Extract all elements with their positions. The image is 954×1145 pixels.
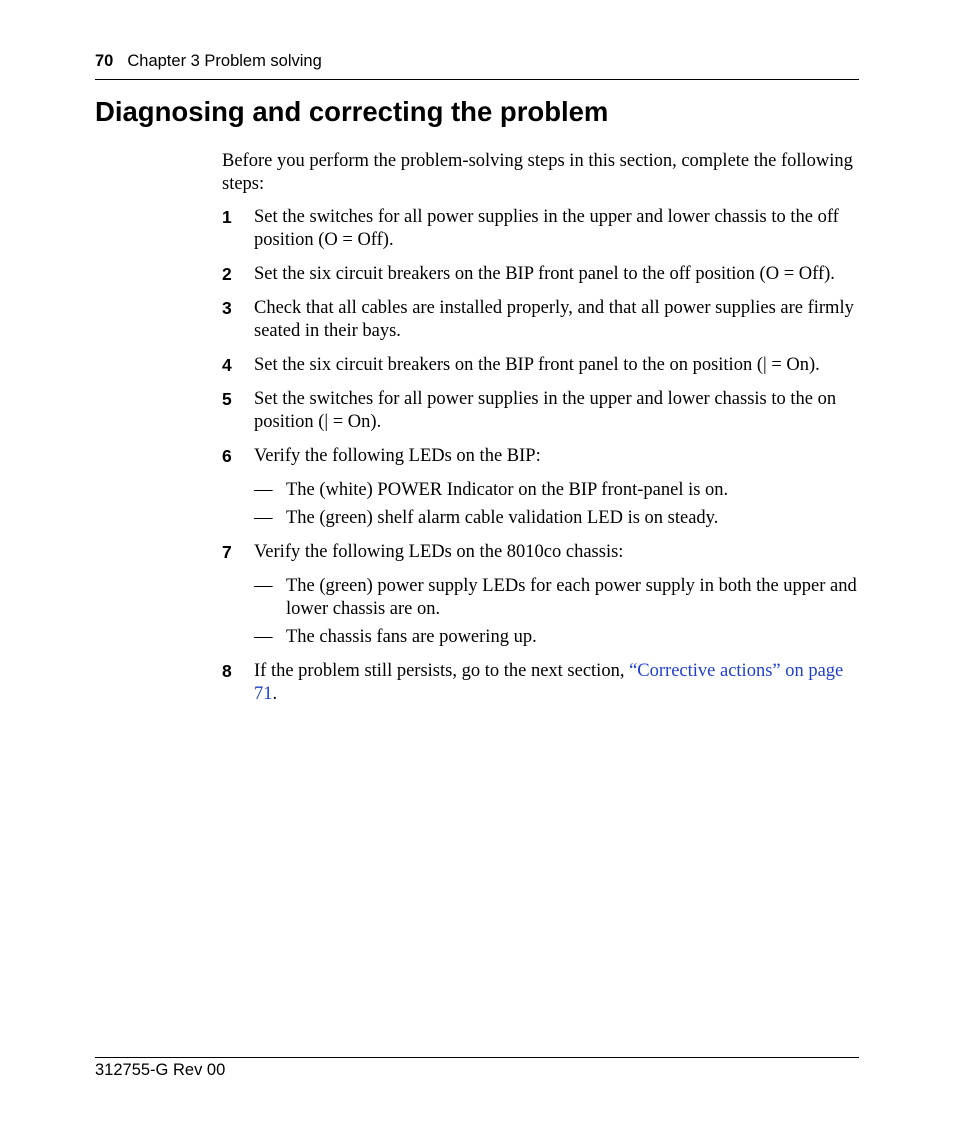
list-item xyxy=(254,479,862,502)
em-dash-bullet: — xyxy=(254,480,273,500)
step-text: Verify the following LEDs on the BIP: xyxy=(254,446,541,466)
list-item-text: The (white) POWER Indicator on the BIP front-panel is on. xyxy=(286,480,729,500)
header-rule xyxy=(95,79,859,80)
step-text: Set the switches for all power supplies in the upper and lower chassis to the off position (O = Off). xyxy=(254,207,839,250)
led-checklist xyxy=(254,479,862,530)
section-body xyxy=(222,150,862,717)
em-dash-bullet: — xyxy=(254,576,273,596)
step-text-tail: . xyxy=(272,684,278,704)
step-text: Verify the following LEDs on the 8010co chassis: xyxy=(254,542,624,562)
list-item xyxy=(254,626,862,649)
step-text: Set the six circuit breakers on the BIP front panel to the off position (O = Off). xyxy=(254,264,835,284)
step-number: 1 xyxy=(222,207,232,227)
corrective-actions-link[interactable]: “Corrective actions” on page 71 xyxy=(254,661,844,704)
running-header xyxy=(95,50,859,72)
step-item xyxy=(222,541,862,649)
step-text: Set the six circuit breakers on the BIP front panel to the on position (| = On). xyxy=(254,355,820,375)
step-item xyxy=(222,660,862,706)
chapter-title: Chapter 3 Problem solving xyxy=(127,52,322,70)
list-item xyxy=(254,507,862,530)
step-item xyxy=(222,297,862,343)
list-item-text: The (green) power supply LEDs for each power supply in both the upper and lower chassis are on. xyxy=(286,576,857,619)
step-number: 3 xyxy=(222,298,232,318)
step-number: 8 xyxy=(222,661,232,681)
step-number: 6 xyxy=(222,446,232,466)
step-item xyxy=(222,354,862,377)
list-item-text: The chassis fans are powering up. xyxy=(286,627,537,647)
step-text xyxy=(254,660,862,706)
section-title: Diagnosing and correcting the problem xyxy=(95,96,609,127)
led-checklist xyxy=(254,575,862,649)
page-number: 70 xyxy=(95,52,114,70)
em-dash-bullet: — xyxy=(254,508,273,528)
step-item xyxy=(222,263,862,286)
step-text-lead: If the problem still persists, go to the next section, xyxy=(254,661,630,681)
step-item xyxy=(222,445,862,530)
step-number: 2 xyxy=(222,264,232,284)
step-item xyxy=(222,206,862,252)
step-number: 5 xyxy=(222,389,232,409)
step-text: Set the switches for all power supplies in the upper and lower chassis to the on position (| = On). xyxy=(254,389,837,432)
footer-rule xyxy=(95,1057,859,1058)
procedure-steps xyxy=(222,206,862,706)
list-item xyxy=(254,575,862,621)
document-id-footer: 312755-G Rev 00 xyxy=(95,1061,226,1079)
step-text: Check that all cables are installed properly, and that all power supplies are firmly seated in their bays. xyxy=(254,298,854,341)
step-number: 7 xyxy=(222,542,232,562)
list-item-text: The (green) shelf alarm cable validation LED is on steady. xyxy=(286,508,719,528)
intro-paragraph: Before you perform the problem-solving steps in this section, complete the following steps: xyxy=(222,151,853,194)
em-dash-bullet: — xyxy=(254,627,273,647)
step-number: 4 xyxy=(222,355,232,375)
step-item xyxy=(222,388,862,434)
